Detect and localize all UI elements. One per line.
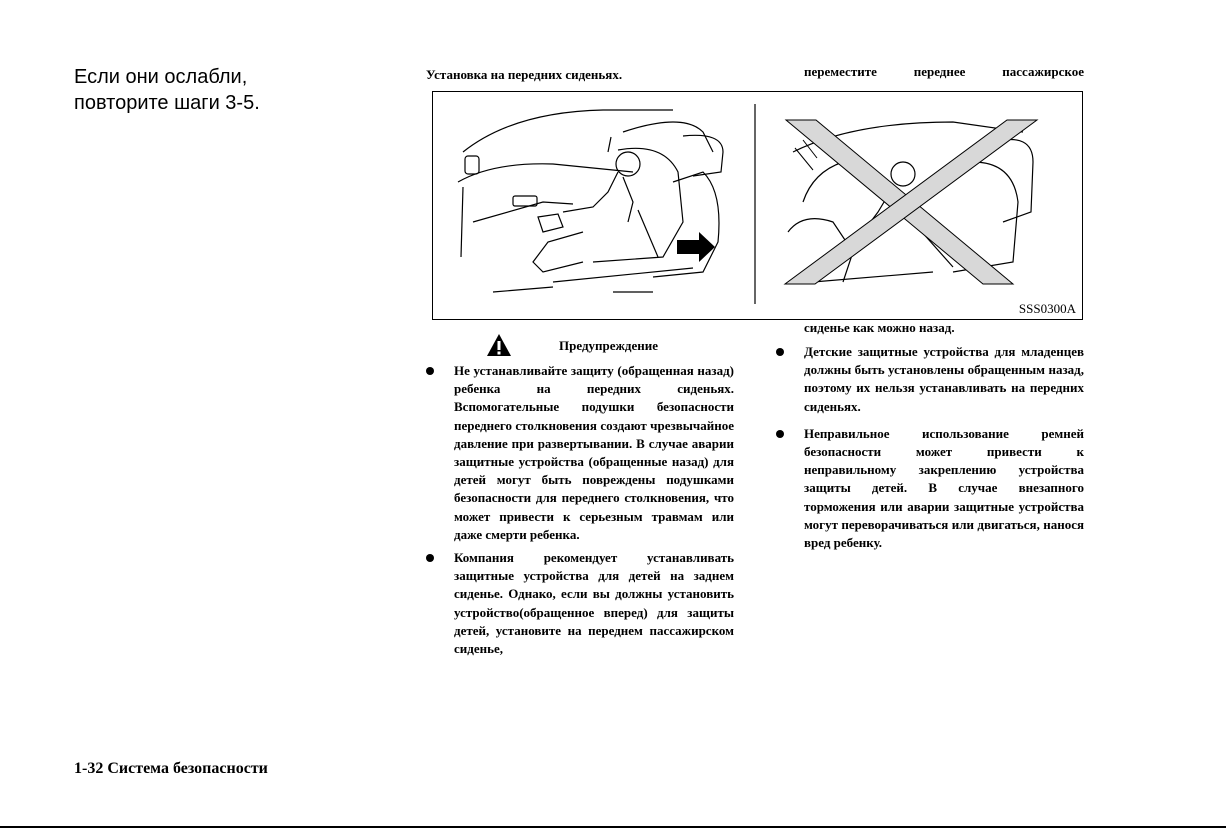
warning-icon bbox=[486, 333, 512, 357]
list-item-text: Детские защитные устройства для младенцев должны быть установлены обращенным назад, поэтому их нельзя устанавливать на передних сиденьях. bbox=[804, 344, 1084, 414]
list-item bbox=[426, 362, 734, 544]
illustration-drawing bbox=[433, 92, 1084, 321]
right-column-continuation: сиденье как можно назад. bbox=[804, 320, 955, 335]
bullet-icon bbox=[776, 430, 784, 438]
side-note-line-2: повторите шаги 3-5. bbox=[74, 92, 260, 114]
list-item-text: Не устанавливайте защиту (обращенная назад) ребенка на передних сиденьях. Вспомогательные подушки безопасности переднего столкновения создают чрезвычайное давление при развертывании. В случае аварии защитные устройства (обращенные назад) для детей могут быть повреждены подушками безопасности для переднего столкновения, что может привести к серьезным травмам или даже смерти ребенка. bbox=[454, 363, 734, 542]
child-seat-illustration bbox=[432, 91, 1083, 320]
direction-arrow-icon bbox=[677, 232, 715, 262]
bullet-icon bbox=[426, 554, 434, 562]
side-note bbox=[74, 64, 374, 116]
left-warning-list bbox=[426, 362, 734, 663]
bottom-rule bbox=[0, 826, 1226, 828]
bullet-icon bbox=[776, 348, 784, 356]
bullet-icon bbox=[426, 367, 434, 375]
right-column-top-text: переместите переднее пассажирское bbox=[804, 64, 1084, 79]
section-heading: Установка на передних сиденьях. bbox=[426, 67, 623, 82]
list-item bbox=[776, 343, 1084, 416]
warning-header bbox=[486, 331, 686, 357]
list-item bbox=[426, 549, 734, 658]
side-note-line-1: Если они ослабли, bbox=[74, 66, 248, 88]
right-warning-list bbox=[776, 343, 1084, 557]
page-footer: 1-32 Система безопасности bbox=[74, 760, 268, 777]
list-item-text: Компания рекомендует устанавливать защитные устройства для детей на заднем сиденье. Однако, если вы должны установить устройство(обращенное вперед) для защиты детей, установите на переднем пассажирском сиденье, bbox=[454, 550, 734, 657]
list-item-text: Неправильное использование ремней безопасности может привести к неправильному закреплению устройства защиты детей. В случае внезапного торможения или аварии защитные устройства могут переворачиваться или двигаться, нанося вред ребенку. bbox=[804, 425, 1084, 551]
list-item bbox=[776, 425, 1084, 552]
warning-title: Предупреждение bbox=[559, 338, 659, 353]
figure-code: SSS0300A bbox=[1018, 301, 1076, 316]
